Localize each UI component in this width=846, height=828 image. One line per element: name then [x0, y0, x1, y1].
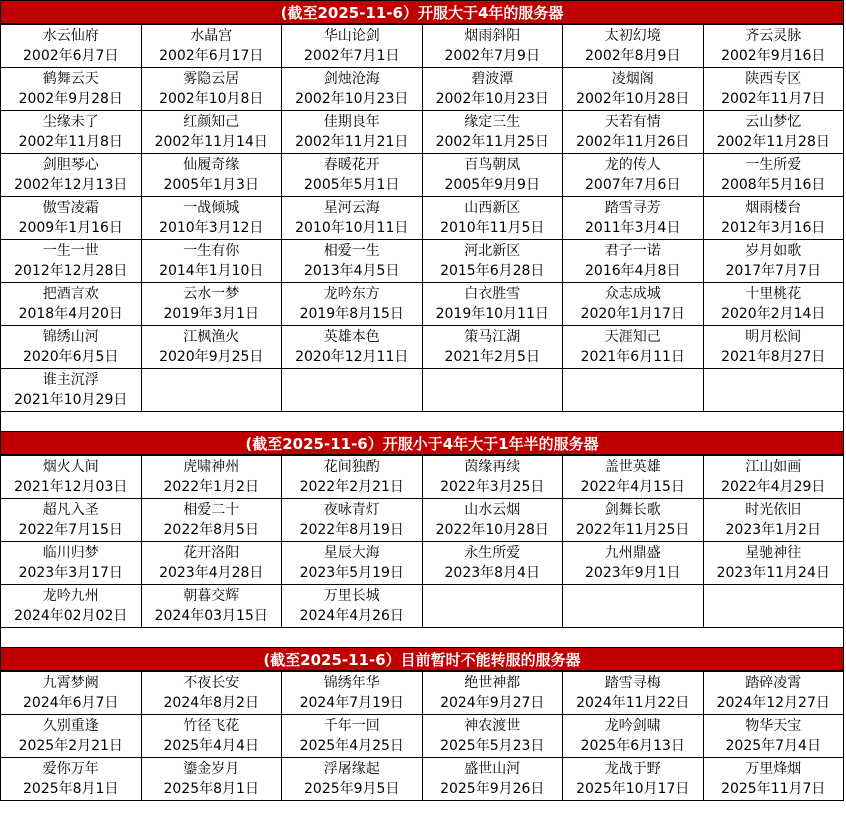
- server-open-date: 2025年11月7日: [721, 781, 826, 797]
- server-name: 星驰神往: [745, 545, 802, 561]
- table-row: [1, 456, 844, 499]
- server-name: 一生有你: [183, 243, 240, 259]
- table-row: [1, 715, 844, 758]
- server-name: 山西新区: [464, 200, 521, 216]
- server-name: 陕西专区: [745, 71, 802, 87]
- table-row: [1, 499, 844, 542]
- server-cell: [141, 197, 282, 240]
- server-open-date: 2024年9月27日: [440, 695, 545, 711]
- server-name: 龙的传人: [604, 157, 661, 173]
- table-row: [1, 154, 844, 197]
- server-name: 华山论剑: [323, 28, 380, 44]
- server-name: 九霄梦阙: [42, 675, 99, 691]
- server-open-date: 2022年10月28日: [435, 522, 549, 538]
- server-name: 久别重逢: [42, 718, 99, 734]
- server-open-date: 2023年5月19日: [299, 565, 404, 581]
- server-name: 齐云灵脉: [745, 28, 802, 44]
- empty-cell: [422, 585, 563, 628]
- server-cell: [141, 758, 282, 801]
- server-name: 明月松间: [745, 329, 802, 345]
- server-open-date: 2012年3月16日: [721, 220, 826, 236]
- server-cell: [563, 240, 704, 283]
- server-cell: [1, 154, 142, 197]
- server-open-date: 2008年5月16日: [721, 177, 826, 193]
- server-open-date: 2022年11月25日: [576, 522, 690, 538]
- server-cell: [1, 326, 142, 369]
- server-cell: [703, 25, 844, 68]
- server-name: 龙战于野: [604, 761, 661, 777]
- server-cell: [282, 585, 423, 628]
- server-name: 凌烟阁: [611, 71, 654, 87]
- server-name: 红颜知己: [183, 114, 240, 130]
- server-open-date: 2025年8月1日: [163, 781, 259, 797]
- server-name: 岁月如歌: [745, 243, 802, 259]
- server-cell: [282, 111, 423, 154]
- server-name: 盛世山河: [464, 761, 521, 777]
- empty-cell: [563, 369, 704, 412]
- server-open-date: 2024年6月7日: [23, 695, 119, 711]
- server-name: 神农渡世: [464, 718, 521, 734]
- server-name: 物华天宝: [745, 718, 802, 734]
- server-cell: [563, 758, 704, 801]
- server-open-date: 2002年12月13日: [14, 177, 128, 193]
- server-name: 星河云海: [323, 200, 380, 216]
- server-name: 烟雨楼台: [745, 200, 802, 216]
- table-row: [1, 283, 844, 326]
- server-cell: [563, 326, 704, 369]
- server-name: 花开洛阳: [183, 545, 240, 561]
- server-cell: [141, 25, 282, 68]
- server-name: 天涯知己: [604, 329, 661, 345]
- section-over-4-years: [0, 0, 844, 412]
- server-open-date: 2025年9月26日: [440, 781, 545, 797]
- server-name: 君子一诺: [604, 243, 661, 259]
- server-open-date: 2002年11月28日: [716, 134, 830, 150]
- server-name: 百鸟朝凤: [464, 157, 521, 173]
- server-cell: [141, 240, 282, 283]
- server-name: 佳期良年: [323, 114, 380, 130]
- server-open-date: 2002年6月7日: [23, 48, 119, 64]
- server-cell: [563, 25, 704, 68]
- server-name: 十里桃花: [745, 286, 802, 302]
- server-cell: [141, 326, 282, 369]
- server-name: 烟火人间: [42, 459, 99, 475]
- server-name: 竹径飞花: [183, 718, 240, 734]
- server-open-date: 2024年03月15日: [154, 608, 268, 624]
- section-title: (截至2025-11-6）开服大于4年的服务器: [0, 0, 844, 24]
- server-open-date: 2013年4月5日: [304, 263, 400, 279]
- server-cell: [422, 758, 563, 801]
- server-open-date: 2020年6月5日: [23, 349, 119, 365]
- server-cell: [282, 25, 423, 68]
- server-open-date: 2022年4月15日: [580, 479, 685, 495]
- section-gap: [0, 412, 844, 431]
- table-row: [1, 326, 844, 369]
- server-name: 剑舞长歌: [604, 502, 661, 518]
- server-cell: [422, 240, 563, 283]
- server-open-date: 2021年12月03日: [14, 479, 128, 495]
- server-open-date: 2023年9月1日: [585, 565, 681, 581]
- server-cell: [703, 154, 844, 197]
- server-open-date: 2025年9月5日: [304, 781, 400, 797]
- server-cell: [703, 283, 844, 326]
- server-cell: [1, 672, 142, 715]
- server-cell: [422, 326, 563, 369]
- server-open-date: 2024年7月19日: [299, 695, 404, 711]
- server-open-date: 2005年5月1日: [304, 177, 400, 193]
- server-open-date: 2010年11月5日: [440, 220, 545, 236]
- server-cell: [563, 499, 704, 542]
- server-cell: [282, 715, 423, 758]
- server-cell: [703, 326, 844, 369]
- server-name: 锦绣山河: [42, 329, 99, 345]
- server-open-date: 2002年10月28日: [576, 91, 690, 107]
- server-name: 云山梦忆: [745, 114, 802, 130]
- server-cell: [422, 542, 563, 585]
- server-cell: [1, 369, 142, 412]
- server-name: 剑烛沧海: [323, 71, 380, 87]
- server-cell: [282, 542, 423, 585]
- server-name: 尘缘未了: [42, 114, 99, 130]
- server-open-date: 2021年6月11日: [580, 349, 685, 365]
- server-cell: [141, 672, 282, 715]
- server-open-date: 2021年8月27日: [721, 349, 826, 365]
- server-name: 水晶宫: [190, 28, 233, 44]
- server-name: 浮屠缘起: [323, 761, 380, 777]
- server-cell: [563, 197, 704, 240]
- server-name: 鎏金岁月: [183, 761, 240, 777]
- server-name: 天若有情: [604, 114, 661, 130]
- empty-cell: [282, 369, 423, 412]
- server-cell: [282, 240, 423, 283]
- server-cell: [422, 154, 563, 197]
- table-row: [1, 68, 844, 111]
- server-cell: [422, 715, 563, 758]
- server-cell: [422, 672, 563, 715]
- server-open-date: 2002年10月8日: [159, 91, 264, 107]
- server-name: 傲雪凌霜: [42, 200, 99, 216]
- server-open-date: 2022年3月25日: [440, 479, 545, 495]
- server-open-date: 2025年7月4日: [725, 738, 821, 754]
- server-cell: [703, 111, 844, 154]
- server-name: 碧波潭: [471, 71, 514, 87]
- server-name: 永生所爱: [464, 545, 521, 561]
- table-row: [1, 240, 844, 283]
- table-row: [1, 111, 844, 154]
- server-table: [0, 671, 844, 801]
- server-name: 江山如画: [745, 459, 802, 475]
- server-open-date: 2023年3月17日: [18, 565, 123, 581]
- server-open-date: 2002年11月21日: [295, 134, 409, 150]
- section-1-5-to-4-years: [0, 431, 844, 628]
- table-row: [1, 758, 844, 801]
- server-open-date: 2022年8月5日: [163, 522, 259, 538]
- server-open-date: 2025年4月4日: [163, 738, 259, 754]
- server-cell: [563, 672, 704, 715]
- server-open-date: 2012年12月28日: [14, 263, 128, 279]
- server-open-date: 2019年3月1日: [163, 306, 259, 322]
- server-cell: [563, 283, 704, 326]
- server-cell: [1, 68, 142, 111]
- table-row: [1, 672, 844, 715]
- server-open-date: 2023年11月24日: [716, 565, 830, 581]
- server-cell: [563, 154, 704, 197]
- server-open-date: 2024年11月22日: [576, 695, 690, 711]
- server-cell: [141, 456, 282, 499]
- server-open-date: 2025年5月23日: [440, 738, 545, 754]
- server-name: 春暖花开: [323, 157, 380, 173]
- server-cell: [1, 240, 142, 283]
- server-name: 爱你万年: [42, 761, 99, 777]
- server-open-date: 2022年2月21日: [299, 479, 404, 495]
- empty-cell: [422, 369, 563, 412]
- server-open-date: 2022年7月15日: [18, 522, 123, 538]
- server-cell: [141, 499, 282, 542]
- server-name: 盖世英雄: [604, 459, 661, 475]
- server-open-date: 2019年8月15日: [299, 306, 404, 322]
- server-name: 踏雪寻芳: [604, 200, 661, 216]
- server-cell: [563, 456, 704, 499]
- server-cell: [1, 715, 142, 758]
- server-open-date: 2025年8月1日: [23, 781, 119, 797]
- server-cell: [141, 68, 282, 111]
- server-name: 超凡入圣: [42, 502, 99, 518]
- server-name: 雾隐云居: [183, 71, 240, 87]
- server-open-date: 2002年11月7日: [721, 91, 826, 107]
- server-open-date: 2024年4月26日: [299, 608, 404, 624]
- server-name: 谁主沉浮: [42, 372, 99, 388]
- server-open-date: 2025年4月25日: [299, 738, 404, 754]
- server-name: 山水云烟: [464, 502, 521, 518]
- server-cell: [422, 456, 563, 499]
- server-cell: [282, 68, 423, 111]
- server-open-date: 2007年7月6日: [585, 177, 681, 193]
- server-name: 朝暮交辉: [183, 588, 240, 604]
- server-cell: [1, 456, 142, 499]
- server-open-date: 2010年3月12日: [159, 220, 264, 236]
- table-row: [1, 197, 844, 240]
- server-name: 相爱一生: [323, 243, 380, 259]
- server-cell: [141, 111, 282, 154]
- server-open-date: 2002年11月26日: [576, 134, 690, 150]
- empty-cell: [141, 369, 282, 412]
- server-open-date: 2002年9月16日: [721, 48, 826, 64]
- server-cell: [141, 154, 282, 197]
- server-cell: [703, 197, 844, 240]
- server-name: 英雄本色: [323, 329, 380, 345]
- server-cell: [282, 283, 423, 326]
- server-cell: [1, 197, 142, 240]
- server-open-date: 2002年7月1日: [304, 48, 400, 64]
- server-open-date: 2005年9月9日: [444, 177, 540, 193]
- server-name: 云水一梦: [183, 286, 240, 302]
- server-cell: [141, 585, 282, 628]
- server-cell: [1, 758, 142, 801]
- server-open-date: 2025年6月13日: [580, 738, 685, 754]
- server-open-date: 2020年2月14日: [721, 306, 826, 322]
- server-open-date: 2023年4月28日: [159, 565, 264, 581]
- server-name: 踏雪寻梅: [604, 675, 661, 691]
- server-cell: [282, 758, 423, 801]
- server-cell: [141, 715, 282, 758]
- server-open-date: 2002年11月14日: [154, 134, 268, 150]
- server-name: 虎啸神州: [183, 459, 240, 475]
- server-cell: [703, 68, 844, 111]
- server-cell: [563, 68, 704, 111]
- server-cell: [422, 499, 563, 542]
- server-name: 九州鼎盛: [604, 545, 661, 561]
- server-name: 一生一世: [42, 243, 99, 259]
- empty-cell: [563, 585, 704, 628]
- server-name: 花间独酌: [323, 459, 380, 475]
- server-name: 策马江湖: [464, 329, 521, 345]
- server-name: 众志成城: [604, 286, 661, 302]
- server-cell: [1, 111, 142, 154]
- server-table: [0, 455, 844, 628]
- server-open-date: 2025年10月17日: [576, 781, 690, 797]
- server-cell: [282, 499, 423, 542]
- server-name: 踏碎凌霄: [745, 675, 802, 691]
- empty-cell: [703, 369, 844, 412]
- server-name: 把酒言欢: [42, 286, 99, 302]
- server-cell: [141, 542, 282, 585]
- server-name: 剑胆琴心: [42, 157, 99, 173]
- server-open-date: 2020年9月25日: [159, 349, 264, 365]
- server-open-date: 2018年4月20日: [18, 306, 123, 322]
- server-open-date: 2024年02月02日: [14, 608, 128, 624]
- server-name: 水云仙府: [42, 28, 99, 44]
- server-open-date: 2011年3月4日: [585, 220, 681, 236]
- server-open-date: 2021年2月5日: [444, 349, 540, 365]
- server-open-date: 2002年8月9日: [585, 48, 681, 64]
- server-name: 星辰大海: [323, 545, 380, 561]
- server-name: 鹤舞云天: [42, 71, 99, 87]
- server-cell: [703, 758, 844, 801]
- server-cell: [1, 499, 142, 542]
- server-open-date: 2020年12月11日: [295, 349, 409, 365]
- server-name: 龙吟东方: [323, 286, 380, 302]
- server-open-date: 2002年10月23日: [435, 91, 549, 107]
- server-cell: [703, 240, 844, 283]
- table-row: [1, 585, 844, 628]
- server-cell: [282, 672, 423, 715]
- server-cell: [703, 499, 844, 542]
- server-name: 绝世神都: [464, 675, 521, 691]
- server-name: 不夜长安: [183, 675, 240, 691]
- server-name: 相爱二十: [183, 502, 240, 518]
- server-open-date: 2025年2月21日: [18, 738, 123, 754]
- server-open-date: 2002年11月8日: [18, 134, 123, 150]
- server-open-date: 2023年8月4日: [444, 565, 540, 581]
- table-row: [1, 25, 844, 68]
- server-name: 临川归梦: [42, 545, 99, 561]
- server-open-date: 2009年1月16日: [18, 220, 123, 236]
- server-name: 万里烽烟: [745, 761, 802, 777]
- section-title: (截至2025-11-6）开服小于4年大于1年半的服务器: [0, 431, 844, 455]
- section-title: (截至2025-11-6）目前暂时不能转服的服务器: [0, 647, 844, 671]
- server-open-date: 2022年4月29日: [721, 479, 826, 495]
- server-open-date: 2022年8月19日: [299, 522, 404, 538]
- server-open-date: 2005年1月3日: [163, 177, 259, 193]
- server-cell: [282, 326, 423, 369]
- server-open-date: 2015年6月28日: [440, 263, 545, 279]
- server-name: 龙吟剑啸: [604, 718, 661, 734]
- server-cell: [1, 585, 142, 628]
- server-open-date: 2002年7月9日: [444, 48, 540, 64]
- empty-cell: [703, 585, 844, 628]
- server-name: 缘定三生: [464, 114, 521, 130]
- table-row: [1, 369, 844, 412]
- server-open-date: 2024年12月27日: [716, 695, 830, 711]
- server-cell: [422, 197, 563, 240]
- server-name: 一战倾城: [183, 200, 240, 216]
- server-cell: [563, 111, 704, 154]
- server-open-date: 2024年8月2日: [163, 695, 259, 711]
- server-cell: [563, 715, 704, 758]
- server-cell: [422, 68, 563, 111]
- server-cell: [703, 715, 844, 758]
- table-row: [1, 542, 844, 585]
- server-name: 千年一回: [323, 718, 380, 734]
- server-open-date: 2023年1月2日: [725, 522, 821, 538]
- server-open-date: 2002年6月17日: [159, 48, 264, 64]
- server-cell: [141, 283, 282, 326]
- server-cell: [422, 283, 563, 326]
- server-cell: [282, 456, 423, 499]
- server-cell: [703, 672, 844, 715]
- server-cell: [703, 456, 844, 499]
- server-cell: [282, 154, 423, 197]
- server-name: 夜咏青灯: [323, 502, 380, 518]
- section-gap: [0, 628, 844, 647]
- server-cell: [1, 25, 142, 68]
- server-name: 烟雨斜阳: [464, 28, 521, 44]
- server-open-date: 2022年1月2日: [163, 479, 259, 495]
- server-name: 白衣胜雪: [464, 286, 521, 302]
- server-cell: [422, 111, 563, 154]
- server-open-date: 2010年10月11日: [295, 220, 409, 236]
- server-cell: [703, 542, 844, 585]
- server-open-date: 2020年1月17日: [580, 306, 685, 322]
- server-open-date: 2016年4月8日: [585, 263, 681, 279]
- server-cell: [1, 542, 142, 585]
- server-open-date: 2021年10月29日: [14, 392, 128, 408]
- server-name: 一生所爱: [745, 157, 802, 173]
- server-name: 仙履奇缘: [183, 157, 240, 173]
- server-cell: [563, 542, 704, 585]
- section-no-transfer: [0, 647, 844, 801]
- server-name: 茵缘再续: [464, 459, 521, 475]
- server-open-date: 2002年10月23日: [295, 91, 409, 107]
- server-cell: [1, 283, 142, 326]
- server-cell: [282, 197, 423, 240]
- server-table: [0, 24, 844, 412]
- server-name: 江枫渔火: [183, 329, 240, 345]
- server-open-date: 2019年10月11日: [435, 306, 549, 322]
- server-cell: [422, 25, 563, 68]
- server-open-date: 2002年11月25日: [435, 134, 549, 150]
- server-name: 时光依旧: [745, 502, 802, 518]
- server-open-date: 2017年7月7日: [725, 263, 821, 279]
- server-name: 万里长城: [323, 588, 380, 604]
- server-name: 龙吟九州: [42, 588, 99, 604]
- server-name: 河北新区: [464, 243, 521, 259]
- server-name: 太初幻境: [604, 28, 661, 44]
- server-name: 锦绣年华: [323, 675, 380, 691]
- server-open-date: 2014年1月10日: [159, 263, 264, 279]
- server-open-date: 2002年9月28日: [18, 91, 123, 107]
